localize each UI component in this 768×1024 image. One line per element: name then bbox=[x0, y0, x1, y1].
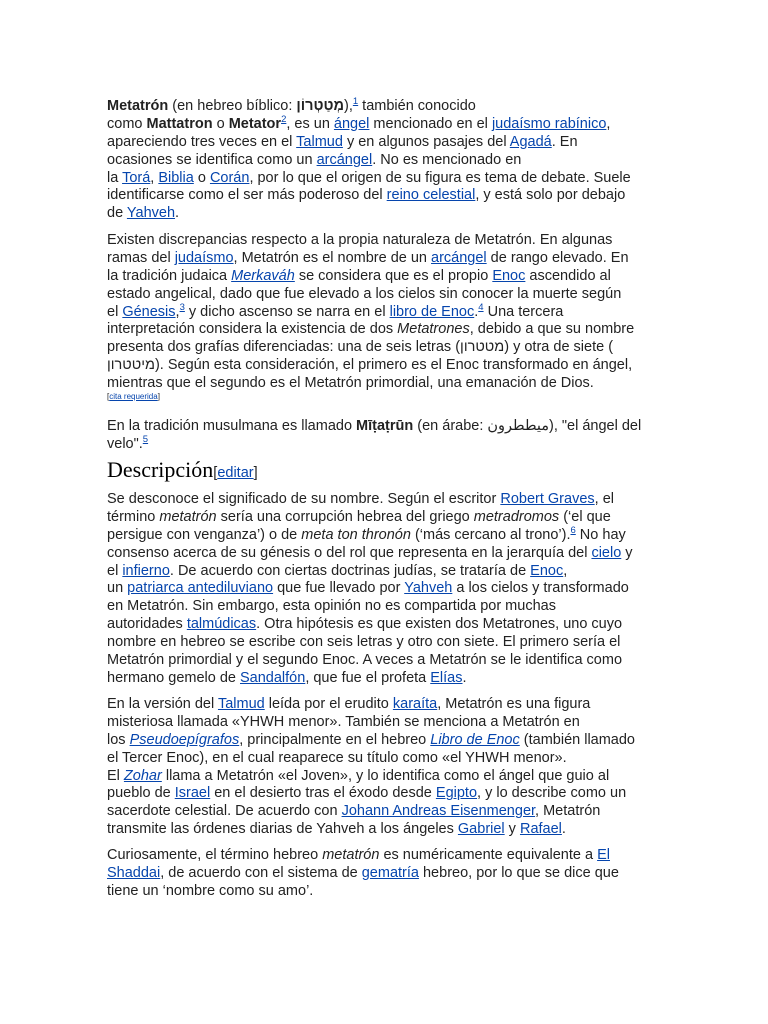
link-pseudoepigrafos[interactable]: Pseudoepígrafos bbox=[129, 731, 240, 748]
link-robert-graves[interactable]: Robert Graves bbox=[500, 491, 595, 507]
text-run: Se desconoce el significado de su nombre. Según el escritor bbox=[107, 491, 501, 507]
bracket-close: ] bbox=[157, 392, 160, 401]
link-libro-de-enoc[interactable]: libro de Enoc bbox=[389, 303, 475, 320]
text-run: ), bbox=[344, 98, 353, 114]
bracket-open: [ bbox=[213, 465, 218, 481]
paragraph-description-gematria bbox=[107, 847, 619, 901]
text-line bbox=[107, 134, 631, 152]
text-run: sacerdote celestial. De acuerdo con bbox=[107, 803, 342, 820]
text-line bbox=[107, 375, 634, 393]
text-run: nombre en hebreo se escribe con seis letras y otro con siete. El primero sería el bbox=[107, 634, 621, 651]
text-run: , bbox=[150, 169, 159, 186]
text-run: , que fue el profeta bbox=[305, 669, 431, 686]
text-run: . No es mencionado en bbox=[372, 151, 522, 168]
text-line bbox=[107, 785, 635, 803]
text-line bbox=[107, 232, 634, 250]
link-patriarca-antediluviano[interactable]: patriarca antediluviano bbox=[127, 580, 274, 597]
footnote-ref-6[interactable]: 6 bbox=[570, 524, 576, 536]
text-run: interpretación considera la existencia de dos bbox=[107, 321, 398, 338]
text-run: se considera que es el propio bbox=[294, 267, 493, 284]
text-line bbox=[107, 768, 635, 786]
link-biblia[interactable]: Biblia bbox=[158, 169, 194, 186]
text-run: a los cielos y transformado bbox=[452, 580, 629, 597]
link-arcangel[interactable]: arcángel bbox=[316, 151, 373, 168]
link-el[interactable]: El bbox=[597, 847, 610, 863]
paragraph-intro-discrepancies bbox=[107, 232, 634, 393]
text-line bbox=[107, 418, 641, 436]
text-run: estado angelical, dado que fue elevado a los cielos sin conocer la muerte según bbox=[107, 285, 622, 302]
text-line bbox=[107, 865, 619, 883]
text-run: , bbox=[175, 303, 180, 320]
edit-section-control bbox=[213, 465, 257, 481]
text-run: de bbox=[107, 205, 127, 222]
text-run: , bbox=[606, 115, 611, 132]
text-line bbox=[107, 301, 634, 322]
footnote-ref-1[interactable]: 1 bbox=[352, 96, 359, 107]
text-run: llama a Metatrón «el Joven», y lo identifica como el ángel que guio al bbox=[161, 767, 610, 784]
text-line bbox=[107, 98, 631, 116]
text-run: que fue llevado por bbox=[273, 580, 405, 597]
link-judaismo-rabinico[interactable]: judaísmo rabínico bbox=[491, 115, 607, 132]
bold-term: Mattatron bbox=[146, 115, 213, 132]
text-run: persigue con venganza’) o de bbox=[107, 526, 302, 543]
text-run: el bbox=[107, 303, 123, 320]
text-run: , y lo describe como un bbox=[477, 785, 627, 802]
text-line bbox=[107, 563, 633, 581]
text-run: como bbox=[107, 115, 147, 132]
text-run: sería una corrupción hebrea del griego bbox=[216, 508, 474, 525]
text-line bbox=[107, 205, 631, 223]
italic-term: metatrón bbox=[159, 508, 217, 525]
text-line bbox=[107, 580, 633, 598]
section-title: Descripción bbox=[107, 457, 214, 482]
link-judaismo[interactable]: judaísmo bbox=[174, 249, 234, 266]
link-yahveh[interactable]: Yahveh bbox=[126, 205, 176, 222]
text-run: apareciendo tres veces en el bbox=[107, 133, 297, 150]
citation-needed-note bbox=[107, 392, 160, 402]
link-gabriel[interactable]: Gabriel bbox=[457, 821, 505, 838]
text-run: consenso acerca de su génesis o del rol que representa en la jerarquía del bbox=[107, 544, 592, 561]
link-sandalfon[interactable]: Sandalfón bbox=[240, 669, 306, 686]
link-talmud[interactable]: Talmud bbox=[217, 696, 265, 712]
text-run: En la tradición musulmana es llamado bbox=[107, 418, 357, 434]
text-line bbox=[107, 491, 633, 509]
text-run: mencionado en el bbox=[369, 115, 492, 132]
paragraph-description-etymology bbox=[107, 491, 633, 688]
link-karaita[interactable]: karaíta bbox=[392, 696, 438, 712]
text-line bbox=[107, 696, 635, 714]
link-angel[interactable]: ángel bbox=[333, 115, 370, 132]
text-line bbox=[107, 321, 634, 339]
bracket-open: [ bbox=[107, 392, 110, 401]
link-agada[interactable]: Agadá bbox=[509, 133, 552, 150]
text-run: hermano gemelo de bbox=[107, 669, 240, 686]
text-run: En la versión del bbox=[107, 696, 218, 712]
link-tora[interactable]: Torá bbox=[122, 169, 151, 186]
text-run: la tradición judaica bbox=[107, 267, 232, 284]
link-arcangel[interactable]: arcángel bbox=[431, 249, 487, 266]
text-run: misteriosa llamada «YHWH menor». También se menciona a Metatrón en bbox=[107, 713, 580, 730]
text-run: (‘el que bbox=[559, 508, 611, 525]
text-run: hebreo, por lo que se dice que bbox=[418, 864, 619, 881]
text-run: velo". bbox=[107, 435, 143, 452]
link-yahveh[interactable]: Yahveh bbox=[404, 580, 453, 597]
bold-term: Metatrón bbox=[107, 98, 169, 114]
text-line bbox=[107, 670, 633, 688]
text-run: identificarse como el ser más poderoso del bbox=[107, 187, 387, 204]
text-run: y bbox=[621, 544, 633, 561]
bracket-close: ] bbox=[253, 465, 258, 481]
link-enoc[interactable]: Enoc bbox=[530, 562, 564, 579]
link-rafael[interactable]: Rafael bbox=[519, 821, 562, 838]
text-run: . bbox=[561, 821, 566, 838]
text-run: (también llamado bbox=[519, 731, 635, 748]
text-run: o bbox=[193, 169, 210, 186]
link-talmudicas[interactable]: talmúdicas bbox=[186, 616, 257, 633]
text-run: , el bbox=[594, 491, 614, 507]
text-run: leída por el erudito bbox=[264, 696, 393, 712]
text-line bbox=[107, 598, 633, 616]
italic-term: metatrón bbox=[322, 847, 380, 863]
link-enoc[interactable]: Enoc bbox=[492, 267, 526, 284]
bold-term: Metator bbox=[228, 115, 282, 132]
text-run: , es un bbox=[286, 115, 334, 132]
text-run: . bbox=[462, 669, 467, 686]
text-run: . De acuerdo con ciertas doctrinas judías, se trataría de bbox=[169, 562, 531, 579]
text-line bbox=[107, 170, 631, 188]
text-line bbox=[107, 113, 631, 134]
text-run: un bbox=[107, 580, 128, 597]
text-run: , y está solo por debajo bbox=[475, 187, 626, 204]
section-heading bbox=[107, 458, 258, 485]
link-cielo[interactable]: cielo bbox=[591, 544, 622, 561]
text-line bbox=[107, 821, 635, 839]
text-run: y dicho ascenso se narra en el bbox=[184, 303, 390, 320]
link-elias[interactable]: Elías bbox=[430, 669, 463, 686]
text-run: y en algunos pasajes del bbox=[342, 133, 510, 150]
text-run: , por lo que el origen de su figura es tema de debate. Suele bbox=[249, 169, 631, 186]
text-run: Metatrón primordial y el segundo Enoc. A veces a Metatrón se le identifica como bbox=[107, 652, 623, 669]
text-run: . Otra hipótesis es que existen dos Metatrones, uno cuyo bbox=[256, 616, 623, 633]
text-line bbox=[107, 524, 633, 545]
text-run: ramas del bbox=[107, 249, 175, 266]
text-run: ascendido al bbox=[525, 267, 611, 284]
text-run: , Metatrón es una figura bbox=[437, 696, 591, 712]
text-run: pueblo de bbox=[107, 785, 175, 802]
text-run: o bbox=[212, 115, 229, 132]
link-israel[interactable]: Israel bbox=[174, 785, 211, 802]
text-run: mientras que el segundo es el Metatrón primordial, una emanación de Dios. bbox=[107, 375, 594, 392]
text-line bbox=[107, 732, 635, 750]
text-run: Existen discrepancias respecto a la propia naturaleza de Metatrón. En algunas bbox=[107, 232, 613, 248]
link-reino-celestial[interactable]: reino celestial bbox=[386, 187, 476, 204]
text-run: מיטטרון). Según esta consideración, el primero es el Enoc transformado en ángel, bbox=[107, 357, 633, 374]
text-line bbox=[107, 433, 641, 454]
text-run: en el desierto tras el éxodo desde bbox=[210, 785, 436, 802]
text-run: . En bbox=[551, 133, 578, 150]
text-line bbox=[107, 714, 635, 732]
text-run: término bbox=[107, 508, 160, 525]
text-run: . bbox=[175, 205, 180, 222]
text-line bbox=[107, 339, 634, 357]
text-run: , principalmente en el hebreo bbox=[239, 731, 431, 748]
footnote-ref-4[interactable]: 4 bbox=[478, 301, 484, 313]
text-line bbox=[107, 187, 631, 205]
text-line bbox=[107, 545, 633, 563]
text-line bbox=[107, 268, 634, 286]
footnote-ref-5[interactable]: 5 bbox=[142, 433, 149, 445]
text-run: los bbox=[107, 731, 130, 748]
footnote-ref-3[interactable]: 3 bbox=[179, 301, 185, 313]
paragraph-intro-islamic-tradition bbox=[107, 418, 641, 454]
text-line bbox=[107, 509, 633, 527]
text-run: ocasiones se identifica como un bbox=[107, 151, 317, 168]
text-line bbox=[107, 250, 634, 268]
text-line bbox=[107, 652, 633, 670]
text-run: autoridades bbox=[107, 616, 187, 633]
link-libro-de-enoc[interactable]: Libro de Enoc bbox=[430, 731, 520, 748]
text-run: , Metatrón es el nombre de un bbox=[233, 249, 432, 266]
text-run: Una tercera bbox=[483, 303, 564, 320]
text-run: también conocido bbox=[358, 98, 476, 114]
text-run: es numéricamente equivalente a bbox=[379, 847, 598, 863]
italic-term: meta ton thronón bbox=[301, 526, 411, 543]
text-run: en Metatrón. Sin embargo, esta opinión no es compartida por muchas bbox=[107, 598, 556, 615]
text-line bbox=[107, 750, 635, 768]
link-egipto[interactable]: Egipto bbox=[435, 785, 478, 802]
paragraph-description-talmud bbox=[107, 696, 635, 839]
link-infierno[interactable]: infierno bbox=[122, 562, 170, 579]
text-run: , Metatrón bbox=[535, 803, 601, 820]
text-run: (en hebreo bíblico: bbox=[168, 98, 297, 114]
link-gematria[interactable]: gematría bbox=[361, 864, 419, 881]
text-line bbox=[107, 286, 634, 304]
text-line bbox=[107, 847, 619, 865]
bold-term: Mīṭaṭrūn bbox=[356, 418, 414, 434]
text-run: y bbox=[504, 821, 520, 838]
link-genesis[interactable]: Génesis bbox=[122, 303, 176, 320]
text-line bbox=[107, 634, 633, 652]
paragraph-intro-definition bbox=[107, 98, 631, 223]
text-run: el bbox=[107, 562, 123, 579]
link-coran[interactable]: Corán bbox=[209, 169, 250, 186]
italic-term: metradromos bbox=[473, 508, 560, 525]
text-run: Curiosamente, el término hebreo bbox=[107, 847, 323, 863]
text-run: la bbox=[107, 169, 123, 186]
bold-term: מְטַטְרוֹן bbox=[296, 98, 344, 114]
footnote-ref-2[interactable]: 2 bbox=[281, 113, 287, 125]
link-merkavah[interactable]: Merkaváh bbox=[231, 267, 295, 284]
link-johann-andreas-eisenmenger[interactable]: Johann Andreas Eisenmenger bbox=[341, 803, 536, 820]
text-run: (en árabe: ميططرون), "el ángel del bbox=[413, 418, 642, 434]
link-shaddai[interactable]: Shaddai bbox=[107, 864, 161, 881]
text-run: el Tercer Enoc), en el cual reaparece su título como «el YHWH menor». bbox=[107, 749, 567, 766]
link-zohar[interactable]: Zohar bbox=[123, 767, 162, 784]
text-line bbox=[107, 616, 633, 634]
link-talmud[interactable]: Talmud bbox=[296, 133, 343, 150]
text-run: , de acuerdo con el sistema de bbox=[160, 864, 362, 881]
text-line bbox=[107, 803, 635, 821]
text-line bbox=[107, 152, 631, 170]
italic-term: Metatrones bbox=[397, 321, 470, 338]
text-run: de rango elevado. En bbox=[486, 249, 629, 266]
text-run: No hay bbox=[575, 526, 626, 543]
citation-needed-link[interactable]: cita requerida bbox=[109, 392, 158, 401]
text-run: El bbox=[107, 767, 124, 784]
text-run: , debido a que su nombre bbox=[469, 321, 635, 338]
text-run: . bbox=[474, 303, 479, 320]
text-run: tiene un ‘nombre como su amo’. bbox=[107, 882, 314, 899]
edit-section-link[interactable]: editar bbox=[217, 465, 254, 481]
text-run: presenta dos grafías diferenciadas: una de seis letras (מטטרון) y otra de siete ( bbox=[107, 339, 614, 356]
text-run: (‘más cercano al trono’). bbox=[410, 526, 571, 543]
text-run: transmite las órdenes diarias de Yahveh a los ángeles bbox=[107, 821, 458, 838]
text-line bbox=[107, 357, 634, 375]
text-line bbox=[107, 883, 619, 901]
text-run: , bbox=[563, 562, 568, 579]
